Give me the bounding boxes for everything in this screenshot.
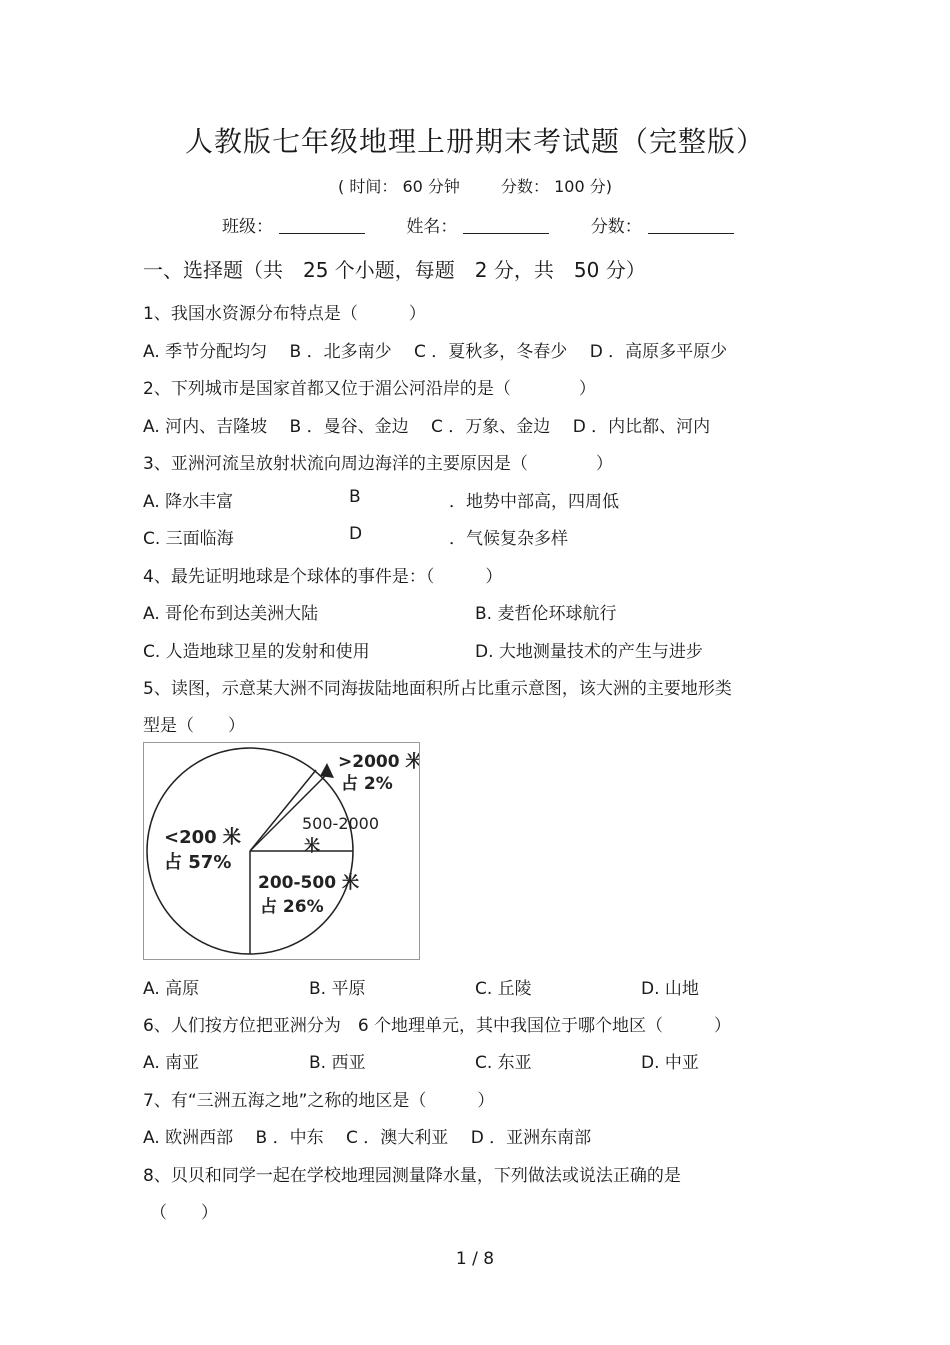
question-5-option-a: A. 高原	[143, 979, 200, 999]
label-under-200-bottom: 占 57%	[164, 852, 232, 873]
exam-meta	[0, 174, 950, 197]
question-8-continued: （ ）	[150, 1203, 218, 1223]
name-field	[406, 212, 549, 237]
question-7-options: A. 欧洲西部 B ．中东 C ．澳大利亚 D ．亚洲东南部	[143, 1128, 592, 1148]
page-number: 1 / 8	[455, 1249, 495, 1269]
exam-time: ( 时间： 60 分钟	[338, 177, 460, 196]
name-label: 姓名：	[406, 217, 458, 237]
class-blank[interactable]	[279, 217, 365, 234]
question-6: 6、人们按方位把亚洲分为 6 个地理单元，其中我国位于哪个地区（ ）	[143, 1016, 732, 1036]
question-5-option-c: C. 丘陵	[475, 979, 532, 999]
question-3-option-d-text: ．气候复杂多样	[449, 529, 568, 549]
class-label: 班级：	[222, 217, 273, 237]
question-6-option-b: B. 西亚	[309, 1053, 366, 1073]
section-title: 一、选择题（共 25 个小题，每题 2 分，共 50 分）	[143, 258, 646, 282]
question-5-continued: 型是（ ）	[143, 716, 245, 736]
question-6-option-a: A. 南亚	[143, 1053, 200, 1073]
question-4-option-d: D. 大地测量技术的产生与进步	[475, 642, 703, 662]
points-label: 分数：	[590, 217, 642, 237]
question-4-option-a: A. 哥伦布到达美洲大陆	[143, 604, 319, 624]
class-field	[222, 212, 365, 237]
question-2: 2、下列城市是国家首都又位于湄公河沿岸的是（ ）	[143, 379, 596, 399]
question-3-option-c: C. 三面临海	[143, 529, 234, 549]
question-5-option-d: D. 山地	[641, 979, 699, 999]
question-1: 1、我国水资源分布特点是（ ）	[143, 304, 426, 324]
exam-score: 分数： 100 分)	[501, 177, 612, 196]
question-4: 4、最先证明地球是个球体的事件是：（ ）	[143, 567, 503, 587]
points-blank[interactable]	[648, 217, 734, 234]
question-8: 8、贝贝和同学一起在学校地理园测量降水量，下列做法或说法正确的是	[143, 1166, 681, 1186]
page-title: 人教版七年级地理上册期末考试题（完整版）	[184, 125, 765, 158]
question-6-option-d: D. 中亚	[641, 1053, 699, 1073]
label-under-200-top: <200 米	[164, 827, 241, 848]
question-1-options: A. 季节分配均匀 B ．北多南少 C ．夏秋多，冬春少 D ．高原多平原少	[143, 342, 728, 362]
question-3-option-b: B	[349, 487, 361, 507]
question-3-option-d: D	[349, 524, 363, 544]
question-3: 3、亚洲河流呈放射状流向周边海洋的主要原因是（ ）	[143, 454, 613, 474]
label-500-2000-top: 500-2000	[302, 814, 380, 833]
points-field	[591, 212, 734, 237]
question-6-option-c: C. 东亚	[475, 1053, 532, 1073]
label-arrow	[320, 763, 334, 778]
label-200-500-bottom: 占 26%	[260, 897, 324, 917]
student-info-fields	[222, 212, 770, 237]
question-5-option-b: B. 平原	[309, 979, 366, 999]
label-500-2000-bottom: 米	[304, 836, 321, 855]
name-blank[interactable]	[463, 217, 549, 234]
question-4-option-c: C. 人造地球卫星的发射和使用	[143, 642, 370, 662]
question-7: 7、有“三洲五海之地”之称的地区是（ ）	[143, 1091, 495, 1111]
label-over-2000-top: >2000 米	[338, 752, 419, 772]
question-2-options: A. 河内、吉隆坡 B ．曼谷、金边 C ．万象、金边 D ．内比都、河内	[143, 417, 711, 437]
elevation-pie-chart	[144, 743, 419, 959]
question-5: 5、读图，示意某大洲不同海拔陆地面积所占比重示意图，该大洲的主要地形类	[143, 679, 732, 699]
question-4-option-b: B. 麦哲伦环球航行	[475, 604, 617, 624]
label-over-2000-bottom: 占 2%	[341, 774, 393, 794]
label-200-500-top: 200-500 米	[258, 873, 359, 893]
question-3-option-a: A. 降水丰富	[143, 492, 234, 512]
question-3-option-b-text: ．地势中部高，四周低	[449, 492, 619, 512]
elevation-pie-figure	[143, 742, 420, 960]
